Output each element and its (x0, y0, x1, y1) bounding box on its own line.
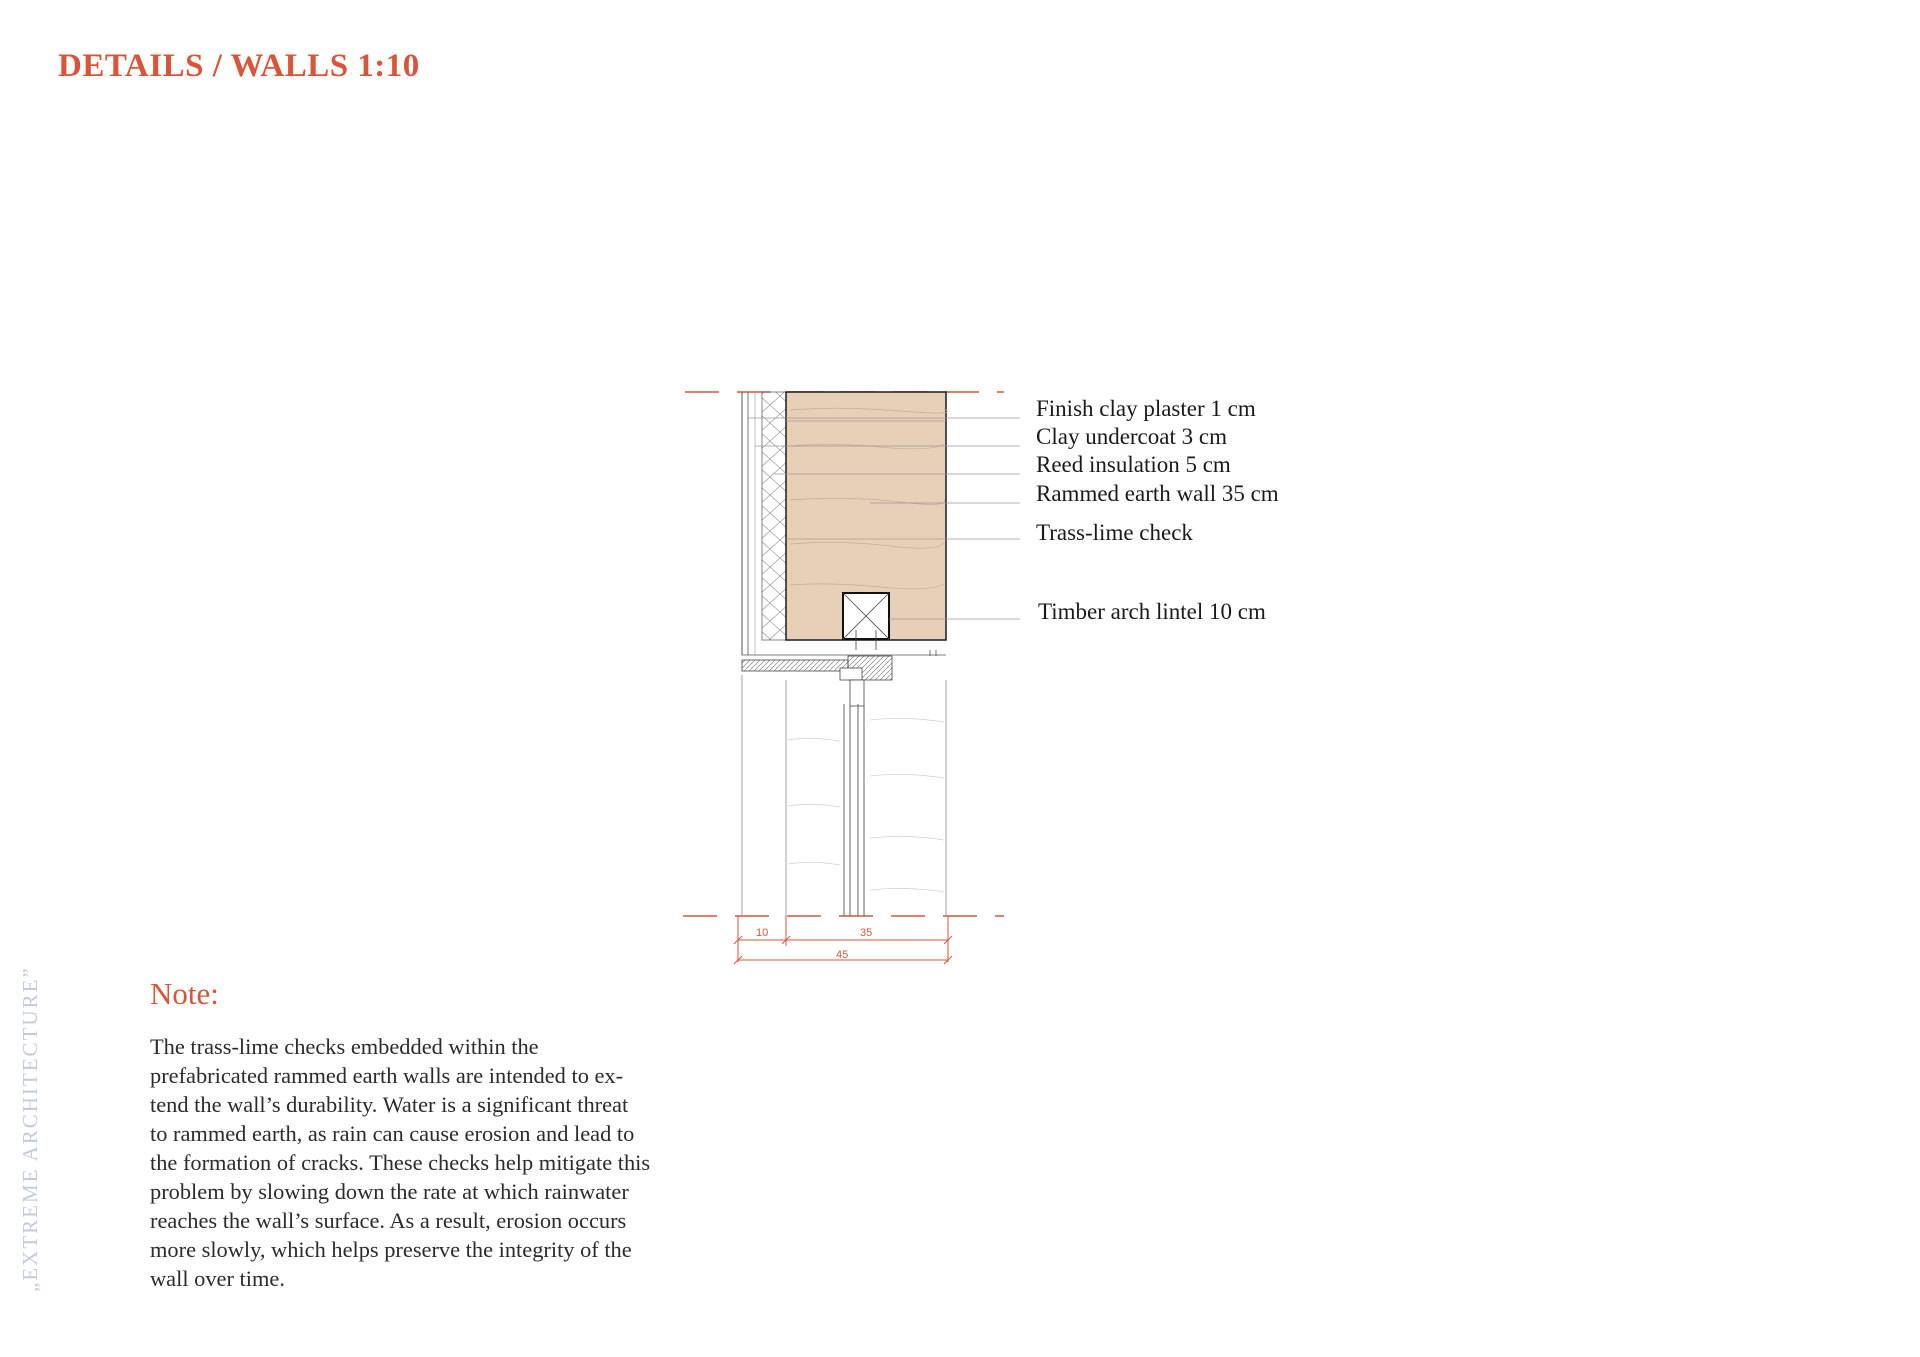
callout-reed-insulation: Reed insulation 5 cm (1036, 452, 1231, 477)
insulation-layers (742, 392, 786, 655)
note-heading: Note: (150, 976, 219, 1011)
note-body (150, 1032, 730, 1293)
note-line: the formation of cracks. These checks help mitigate this (150, 1150, 651, 1175)
callout-rammed-earth: Rammed earth wall 35 cm (1036, 481, 1279, 506)
lower-wall-jamb (742, 675, 946, 916)
callout-timber-lintel: Timber arch lintel 10 cm (1038, 599, 1266, 624)
note-line: problem by slowing down the rate at which rainwater (150, 1179, 629, 1204)
callout-finish-plaster: Finish clay plaster 1 cm (1036, 396, 1256, 421)
dimension-label-insulation: 10 (756, 927, 769, 939)
dimension-label-wall: 35 (860, 927, 873, 939)
callout-clay-undercoat: Clay undercoat 3 cm (1036, 424, 1227, 449)
reed-insulation-layer (762, 392, 786, 640)
page-title: DETAILS / WALLS 1:10 (58, 48, 420, 84)
note-line: prefabricated rammed earth walls are intended to ex- (150, 1063, 624, 1088)
head-board (742, 660, 848, 671)
note-line: to rammed earth, as rain can cause erosion and lead to (150, 1121, 635, 1146)
callout-trass-lime: Trass-lime check (1036, 520, 1193, 545)
note-line: The trass-lime checks embedded within the (150, 1034, 539, 1059)
timber-lintel (843, 593, 889, 650)
note-line: more slowly, which helps preserve the integrity of the (150, 1237, 632, 1262)
dimension-label-total: 45 (836, 949, 849, 961)
window-head-assembly (742, 650, 946, 706)
note-line: reaches the wall’s surface. As a result, erosion occurs (150, 1208, 627, 1233)
watermark: „EXTREME ARCHITECTURE” (18, 966, 42, 1292)
note-line: tend the wall’s durability. Water is a significant threat (150, 1092, 629, 1117)
note-line: wall over time. (150, 1266, 285, 1291)
